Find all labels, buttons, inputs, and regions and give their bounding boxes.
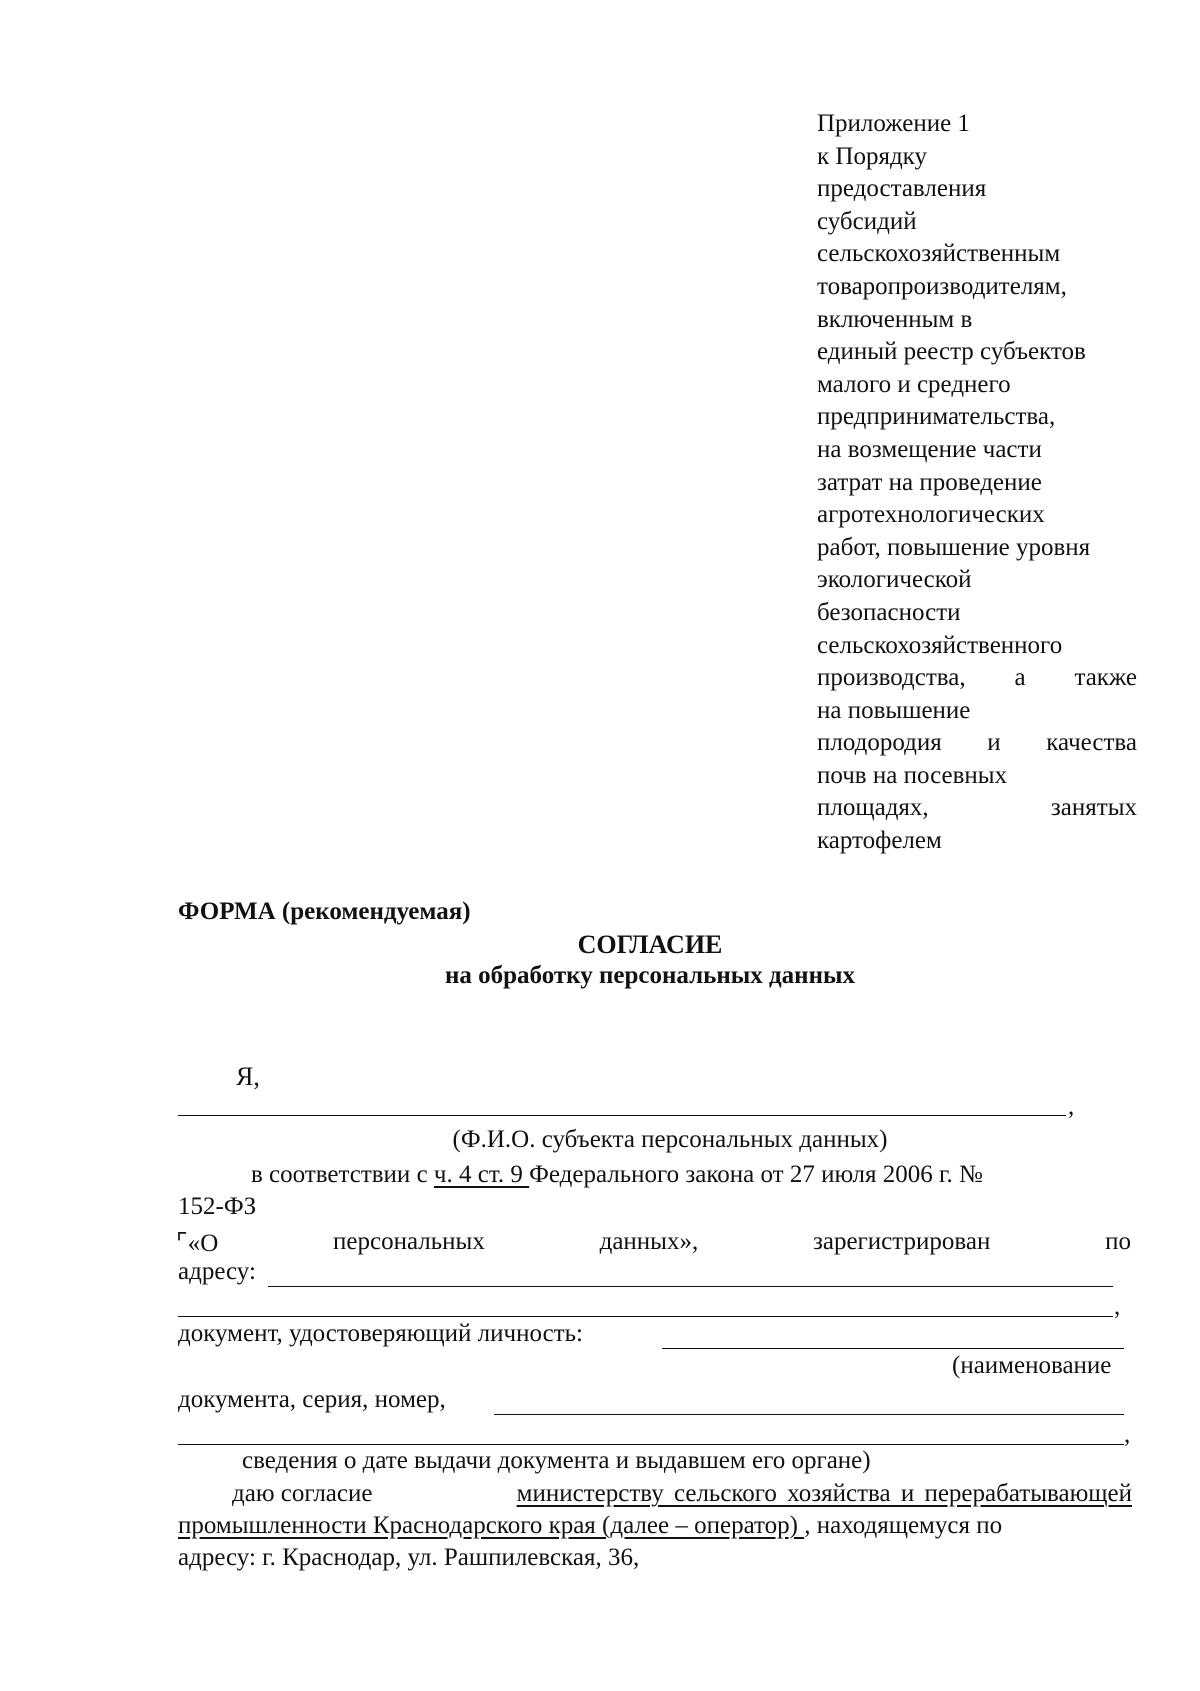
annex-line: на возмещение части xyxy=(817,435,1042,463)
address-field[interactable] xyxy=(268,1286,1113,1287)
consent-line-2 xyxy=(178,1512,1002,1540)
annex-line: предоставления xyxy=(817,175,987,203)
doc-name-caption: (наименование xyxy=(952,1352,1112,1379)
annex-line: почв на посевных xyxy=(817,761,1008,789)
annex-line: производства, а также xyxy=(817,664,1137,692)
operator-name-1: министерству сельского хозяйства и перерабатывающей xyxy=(516,1480,1132,1507)
law-number: 152-ФЗ xyxy=(178,1193,257,1220)
consent-line-1 xyxy=(232,1480,1132,1508)
address-field-line2[interactable] xyxy=(178,1316,1113,1317)
annex-line: затрат на проведение xyxy=(817,468,1042,496)
annex-line: товаропроизводителям, xyxy=(817,272,1067,300)
annex-line: сельскохозяйственным xyxy=(817,240,1061,268)
annex-line: площадях, занятых xyxy=(817,794,1137,822)
form-title: СОГЛАСИЕ xyxy=(577,930,723,959)
issue-caption: сведения о дате выдачи документа и выдавшем его органе) xyxy=(242,1447,871,1474)
doc-series-field[interactable] xyxy=(494,1414,1124,1415)
annex-line: субсидий xyxy=(817,207,917,235)
law-word: зарегистрирован xyxy=(812,1228,991,1255)
consent-suffix: , находящемуся по xyxy=(804,1512,1003,1539)
annex-line: на повышение xyxy=(817,696,971,724)
consent-prefix: даю согласие xyxy=(232,1480,373,1507)
annex-line: малого и среднего xyxy=(817,370,1011,398)
law-word: данных», xyxy=(599,1228,699,1255)
operator-name-2: промышленности Краснодарского края (далее – оператор) xyxy=(178,1512,805,1539)
law-prefix: в соответствии с xyxy=(251,1161,434,1188)
law-title-row xyxy=(176,1228,1131,1258)
id-document-label: документ, удостоверяющий личность: xyxy=(178,1320,583,1347)
comma: , xyxy=(1068,1093,1075,1120)
fio-caption: (Ф.И.О. субъекта персональных данных) xyxy=(452,1126,888,1153)
annex-line: картофелем xyxy=(817,827,942,855)
annex-line: безопасности xyxy=(817,598,961,626)
annex-line: экологической xyxy=(817,566,972,594)
annex-line: плодородия и качества xyxy=(817,729,1137,757)
doc-series-field-line2[interactable] xyxy=(178,1444,1124,1445)
law-article-link[interactable]: ч. 4 ст. 9 xyxy=(433,1161,530,1188)
annex-line: сельскохозяйственного xyxy=(817,631,1063,659)
ya-label: Я, xyxy=(236,1062,260,1091)
annex-line: единый реестр субъектов xyxy=(817,338,1086,366)
operator-address: адресу: г. Краснодар, ул. Рашпилевская, 36, xyxy=(178,1544,640,1571)
annex-line: к Порядку xyxy=(817,142,927,170)
annex-header xyxy=(817,108,1137,858)
law-word: ⌜«О xyxy=(176,1230,219,1257)
comma: , xyxy=(1124,1421,1131,1448)
form-subtitle: на обработку персональных данных xyxy=(445,962,855,989)
form-label: ФОРМА (рекомендуемая) xyxy=(178,898,471,925)
annex-line: агротехнологических xyxy=(817,501,1045,529)
comma: , xyxy=(1114,1293,1121,1320)
annex-line: включенным в xyxy=(817,305,973,333)
id-document-field[interactable] xyxy=(662,1348,1124,1349)
doc-series-label: документа, серия, номер, xyxy=(178,1386,446,1413)
annex-line: Приложение 1 xyxy=(817,110,970,137)
fio-field[interactable] xyxy=(178,1115,1066,1116)
address-label: адресу: xyxy=(178,1258,256,1285)
law-word: по xyxy=(1105,1228,1131,1255)
law-paragraph xyxy=(251,1161,983,1189)
annex-line: работ, повышение уровня xyxy=(817,533,1091,561)
law-suffix: Федерального закона от 27 июля 2006 г. № xyxy=(529,1161,983,1188)
law-word: персональных xyxy=(333,1228,485,1255)
annex-line: предпринимательства, xyxy=(817,403,1056,431)
